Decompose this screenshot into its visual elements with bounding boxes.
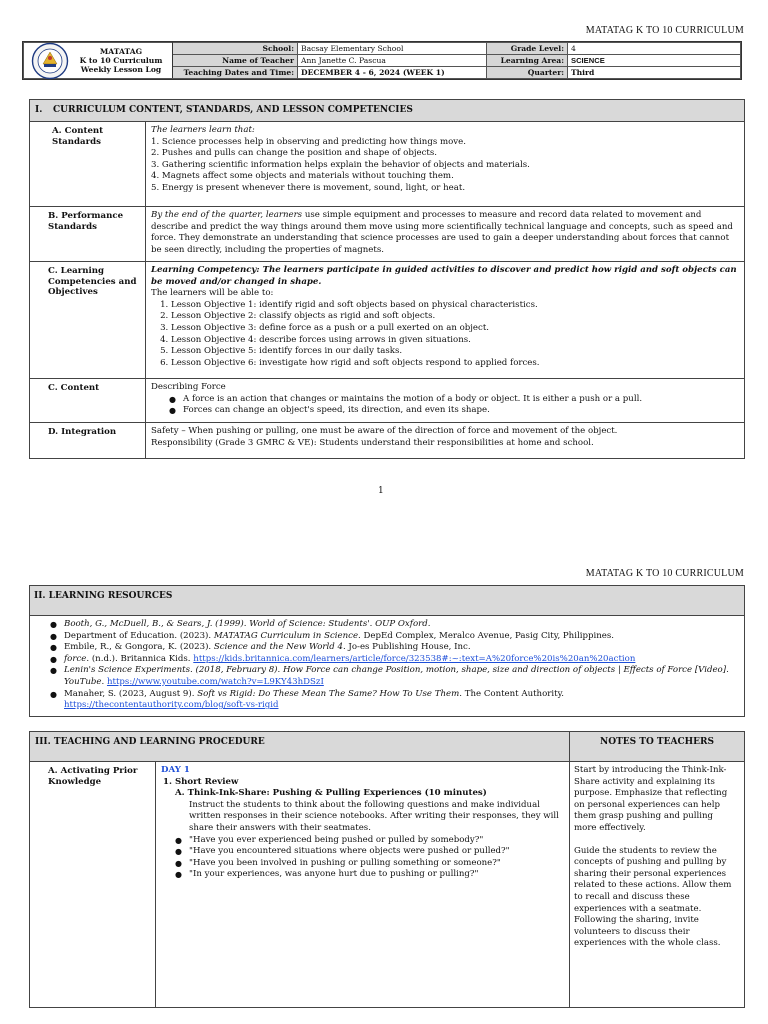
- day-label: DAY 1: [161, 765, 190, 775]
- learning-competencies-row: [30, 262, 744, 379]
- teacher-value: Ann Janette C. Pascua: [298, 55, 487, 67]
- britannica-link[interactable]: https://kids.britannica.com/learners/article/force/323538#:~:text=A%20force%20is%20an%20action: [193, 653, 636, 664]
- school-label: School:: [173, 43, 298, 55]
- notes-header: NOTES TO TEACHERS: [600, 737, 714, 747]
- resources-title: II. LEARNING RESOURCES: [30, 586, 744, 616]
- resource-item: ● Embile, R., & Gongora, K. (2023). Science and the New World 4. Jo-es Publishing House, Inc.: [64, 642, 740, 654]
- curriculum-content-section: [29, 99, 745, 459]
- integration-line2: Responsibility (Grade 3 GMRC & VE): Students understand their responsibilities at home and school.: [151, 437, 594, 448]
- activity-title: A. Think-Ink-Share: Pushing & Pulling Experiences (10 minutes): [175, 788, 487, 799]
- content-bullet: ● A force is an action that changes or maintains the motion of a body or object. It is either a push or a pull.: [183, 394, 740, 406]
- resource-item: ● Department of Education. (2023). MATATAG Curriculum in Science. DepEd Complex, Meralco Avenue, Pasig City, Philippines.: [64, 631, 740, 643]
- learning-resources-section: [29, 585, 745, 717]
- school-value: Bacsay Elementary School: [298, 43, 487, 55]
- section1-title: I. CURRICULUM CONTENT, STANDARDS, AND LESSON COMPETENCIES: [30, 100, 744, 122]
- content-standards-intro: The learners learn that:: [151, 125, 255, 135]
- grade-label: Grade Level:: [487, 43, 568, 55]
- dates-label: Teaching Dates and Time:: [173, 67, 298, 79]
- resources-list: [50, 619, 740, 712]
- questions-list: [161, 835, 563, 881]
- content-title: Describing Force: [151, 382, 226, 392]
- content-standards-row: [30, 122, 744, 207]
- notes-paragraph-2: Guide the students to review the concepts of pushing and pulling by sharing their personal experiences related to these actions. Allow them to recall and discuss these experiences with a seatmate. Following the sharing, invite volunteers to discuss their experiences with the whole class.: [574, 845, 732, 949]
- resource-item: ● Manaher, S. (2023, August 9). Soft vs Rigid: Do These Mean The Same? How To Use Them. The Content Authority. https://thecontentauthority.com/blog/soft-vs-rigid: [64, 689, 740, 712]
- lesson-info-header: [22, 41, 742, 80]
- area-label: Learning Area:: [487, 55, 568, 67]
- short-review-step: 1. Short Review: [163, 776, 239, 787]
- area-value: SCIENCE: [568, 55, 741, 67]
- logo-block: [24, 43, 173, 79]
- objective-item: 2. Lesson Objective 2: classify objects as rigid and soft objects.: [171, 311, 740, 323]
- performance-standards-text: use simple equipment and processes to measure and record data related to movement and describe and predict the way things around them move using more scientifically technical language and concepts, such as speed and force. They demonstrate an understanding that science processes are used to gain a deeper understanding about forces that cannot be seen directly, including the properties of magnets.: [151, 210, 733, 255]
- procedure-title: III. TEACHING AND LEARNING PROCEDURE: [30, 732, 570, 761]
- notes-paragraph-1: Start by introducing the Think-Ink-Share activity and explaining its purpose. Emphasize that reflecting on personal experiences can help them grasp pushing and pulling more effectively.: [574, 765, 728, 833]
- resource-item: ● Booth, G., McDuell, B., & Sears, J. (1999). World of Science: Students'. OUP Oxford.: [64, 619, 740, 631]
- teacher-label: Name of Teacher: [173, 55, 298, 67]
- learning-competency: Learning Competency: The learners participate in guided activities to discover and predict how rigid and soft objects can be moved and/or changed in shape.: [151, 265, 737, 287]
- question-item: ● "Have you encountered situations where objects were pushed or pulled?": [189, 846, 563, 858]
- objectives-list: [151, 300, 740, 370]
- logo-line3: Weekly Lesson Log: [80, 65, 162, 74]
- activating-label: A. Activating Prior Knowledge: [30, 762, 156, 1007]
- objective-item: 6. Lesson Objective 6: investigate how rigid and soft objects respond to applied forces.: [171, 358, 740, 370]
- question-item: ● "Have you been involved in pushing or pulling something or someone?": [189, 858, 563, 870]
- quarter-label: Quarter:: [487, 67, 568, 79]
- activity-instruction: Instruct the students to think about the following questions and make individual written responses in their science notebooks. After writing their responses, they will share their answers with their seatmates.: [189, 799, 559, 833]
- content-row: [30, 379, 744, 423]
- page-number: 1: [378, 486, 384, 496]
- logo-title: MATATAG: [99, 47, 143, 56]
- question-item: ● "In your experiences, was anyone hurt due to pushing or pulling?": [189, 869, 563, 881]
- objectives-intro: The learners will be able to:: [151, 288, 274, 299]
- question-item: ● "Have you ever experienced being pushed or pulled by somebody?": [189, 835, 563, 847]
- objective-item: 3. Lesson Objective 3: define force as a push or a pull exerted on an object.: [171, 323, 740, 335]
- objective-item: 5. Lesson Objective 5: identify forces in our daily tasks.: [171, 346, 740, 358]
- objective-item: 4. Lesson Objective 4: describe forces using arrows in given situations.: [171, 335, 740, 347]
- resource-item: ● Lenin's Science Experiments. (2018, February 8). How Force can change Position, motion, shape, size and direction of objects | Effects of Force [Video]. YouTube. https://www.youtube.com/watch?v=L9KY43hDSzI: [64, 665, 740, 688]
- integration-row: [30, 423, 744, 458]
- content-standard-item: 1. Science processes help in observing and predicting how things move.: [151, 136, 466, 147]
- performance-standards-row: [30, 207, 744, 262]
- performance-standards-label: B. Performance Standards: [30, 207, 146, 261]
- content-standard-item: 4. Magnets affect some objects and materials without touching them.: [151, 171, 454, 182]
- content-standard-item: 3. Gathering scientific information helps explain the behavior of objects and materials.: [151, 159, 530, 170]
- logo-line2: K to 10 Curriculum: [79, 56, 163, 65]
- resource-item: ● force. (n.d.). Britannica Kids. https://kids.britannica.com/learners/article/force/323538#:~:text=A%20force%20is%20an%20action: [64, 654, 740, 666]
- competencies-label: C. Learning Competencies and Objectives: [30, 262, 146, 378]
- youtube-link[interactable]: https://www.youtube.com/watch?v=L9KY43hDSzI: [106, 676, 324, 687]
- content-standard-item: 2. Pushes and pulls can change the position and shape of objects.: [151, 148, 437, 159]
- teaching-procedure-section: [29, 731, 745, 1008]
- dates-value: DECEMBER 4 - 6, 2024 (WEEK 1): [298, 67, 487, 79]
- deped-seal-icon: [30, 42, 70, 80]
- integration-line1: Safety – When pushing or pulling, one must be aware of the direction of force and movement of the object.: [151, 426, 618, 436]
- content-standards-label: A. Content Standards: [30, 122, 146, 206]
- content-bullet: ● Forces can change an object's speed, its direction, and even its shape.: [183, 405, 740, 417]
- integration-label: D. Integration: [30, 423, 146, 458]
- content-standard-item: 5. Energy is present whenever there is movement, sound, light, or heat.: [151, 182, 466, 193]
- grade-value: 4: [568, 43, 741, 55]
- curriculum-header: MATATAG K TO 10 CURRICULUM: [585, 25, 744, 36]
- objective-item: 1. Lesson Objective 1: identify rigid and soft objects based on physical characteristics.: [171, 300, 740, 312]
- quarter-value: Third: [568, 67, 741, 79]
- content-label: C. Content: [30, 379, 146, 422]
- content-authority-link[interactable]: https://thecontentauthority.com/blog/soft-vs-rigid: [64, 700, 279, 711]
- performance-standards-lead: By the end of the quarter, learners: [151, 210, 303, 220]
- curriculum-header-page2: MATATAG K TO 10 CURRICULUM: [585, 568, 744, 579]
